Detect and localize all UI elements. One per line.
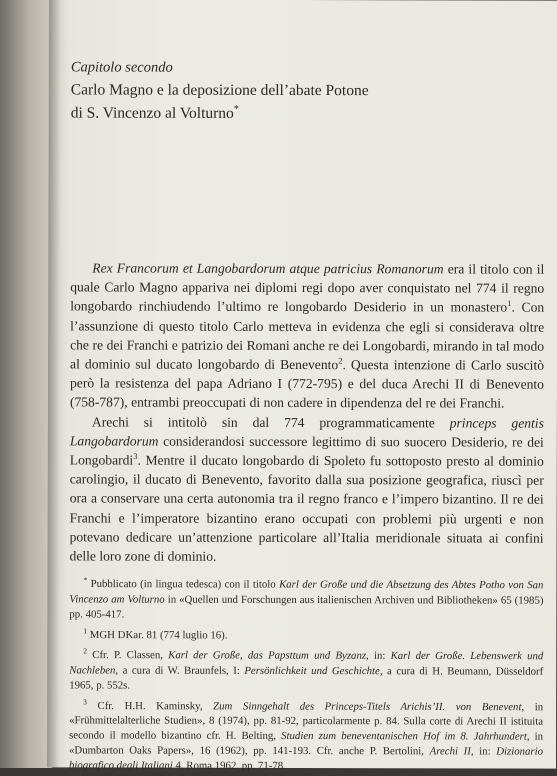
footnote-3	[69, 694, 543, 775]
footnote-star-mark: *	[83, 575, 88, 585]
footnote-3-italic-d: Dizionario biografico degli Italiani	[68, 745, 544, 773]
footnote-2-text-a: Cfr. P. Classen,	[87, 649, 169, 662]
footnote-2-text-c: , a cura di W. Braunfels, I:	[115, 664, 245, 677]
footnote-ref-2: 2	[338, 355, 343, 366]
chapter-label: Capitolo secondo	[70, 59, 173, 76]
p2-italic-title: princeps gentis Langobardorum	[69, 415, 544, 449]
chapter-title	[71, 80, 401, 123]
footnote-ref-3: 3	[133, 451, 138, 462]
chapter-title-line1: Carlo Magno e la deposizione dell’abate Potone	[70, 81, 369, 100]
footnote-1	[69, 623, 543, 644]
footnote-3-text-d: , in:	[470, 745, 497, 758]
footnote-2-mark: 2	[83, 646, 88, 656]
paragraph-2	[70, 412, 544, 567]
footnote-3-text-e: 4, Roma 1962, pp. 71-78.	[172, 760, 286, 773]
footnote-3-text-c: , in «Dumbarton Oaks Papers», 16 (1962), pp. 141-193. Cfr. anche P. Bertolini,	[69, 730, 544, 758]
title-quotation: Rex Francorum et Langobardorum atque patricius Romanorum	[92, 260, 444, 277]
footnote-2-italic-c: Persönlichkeit und Geschichte	[244, 664, 380, 677]
chapter-title-line2: di S. Vincenzo al Volturno	[70, 104, 234, 122]
footnote-1-text: MGH DKar. 81 (774 luglio 16).	[87, 628, 228, 641]
facing-page-edge	[0, 0, 52, 768]
p2-text-c: . Mentre il ducato longobardo di Spoleto fu sottoposto presto al dominio carolingio, il ducato di Benevento, favorito dalla sua posizione geografica, riuscì per ora a conservare una certa autonomia tra il regno franco e l’impero bizantino. Il re dei Franchi e l’imperatore bizantino erano occupati con problemi più urgenti e non potevano dedicare un’attenzione particolare all’Italia meridionale situata ai confini delle loro zone di dominio.	[69, 452, 544, 564]
footnote-2-italic-b: Karl der Große. Lebenswerk und Nachleben	[69, 650, 544, 677]
gutter-shadow	[47, 0, 61, 767]
book-page	[47, 0, 557, 773]
p2-text-b: considerandosi successore legittimo di suo suocero Desiderio, re dei Longobardi	[69, 433, 544, 468]
p1-text-a: era il titolo con il quale Carlo Magno appariva nei diplomi regi dopo aver conquistato nel 774 il regno longobardo rinchiudendo l’ultimo re longobardo Desiderio in un monastero	[70, 261, 545, 315]
footnote-3-italic-a: Zum Sinngehalt des Princeps-Titels Arichis’II. von Benevent	[213, 700, 522, 713]
footnote-2-text-d: , a cura di H. Beumann, Düsseldorf 1965, p. 552s.	[69, 664, 544, 692]
p2-text-a: Arechi si intitolò sin dal 774 programmaticamente	[91, 414, 450, 431]
footnote-star	[69, 572, 543, 623]
footnote-3-italic-b: Studien zum beneventanischen Hof im 8. Jahrhundert	[281, 730, 527, 743]
footnote-star-text-a: Pubblicato (in lingua tedesca) con il titolo	[87, 578, 280, 591]
footnote-3-mark: 3	[83, 697, 87, 707]
footnote-star-italic: Karl der Große und die Absetzung des Abtes Potho von San Vincenzo am Volturno	[69, 578, 544, 606]
body-text	[70, 258, 545, 566]
p1-text-c: . Questa intenzione di Carlo suscitò però la resistenza del papa Adriano I (772-795) e del duca Arechi II di Benevento (758-787), entrambi preoccupati di non cadere in dipendenza del re dei Franchi.	[69, 357, 545, 411]
footnote-3-italic-c: Arechi II	[429, 745, 471, 758]
chapter-title-footnote-mark: *	[233, 103, 239, 115]
footnote-1-mark: 1	[83, 626, 88, 636]
footnote-2-text-b: , in:	[366, 649, 391, 663]
paragraph-1	[70, 258, 544, 413]
footnote-2	[69, 644, 543, 695]
footnote-3-text-b: , in «Frühmittelalterliche Studien», 8 (1974), pp. 81-92, particolarmente p. 84. Sulla corte di Arechi II istituita secondo il modello bizantino cfr. H. Belting,	[69, 700, 544, 743]
p1-text-b: . Con l’assunzione di questo titolo Carlo metteva in evidenza che egli si considerava oltre che re dei Franchi e patrizio dei Romani anche re dei Longobardi, mirando in tal modo al dominio sul ducato longobardo di Benevento	[70, 299, 545, 373]
footnote-ref-1: 1	[507, 298, 512, 309]
footnote-2-italic-a: Karl der Große, das Papsttum und Byzanz	[168, 649, 367, 662]
footnote-star-text-b: in «Quellen und Forschungen aus italienischen Archiven und Bibliotheken» 65 (1985) pp. 405-417.	[69, 593, 544, 621]
footnote-3-text-a: Cfr. H.H. Kaminsky,	[86, 699, 214, 713]
footnotes	[69, 572, 544, 776]
